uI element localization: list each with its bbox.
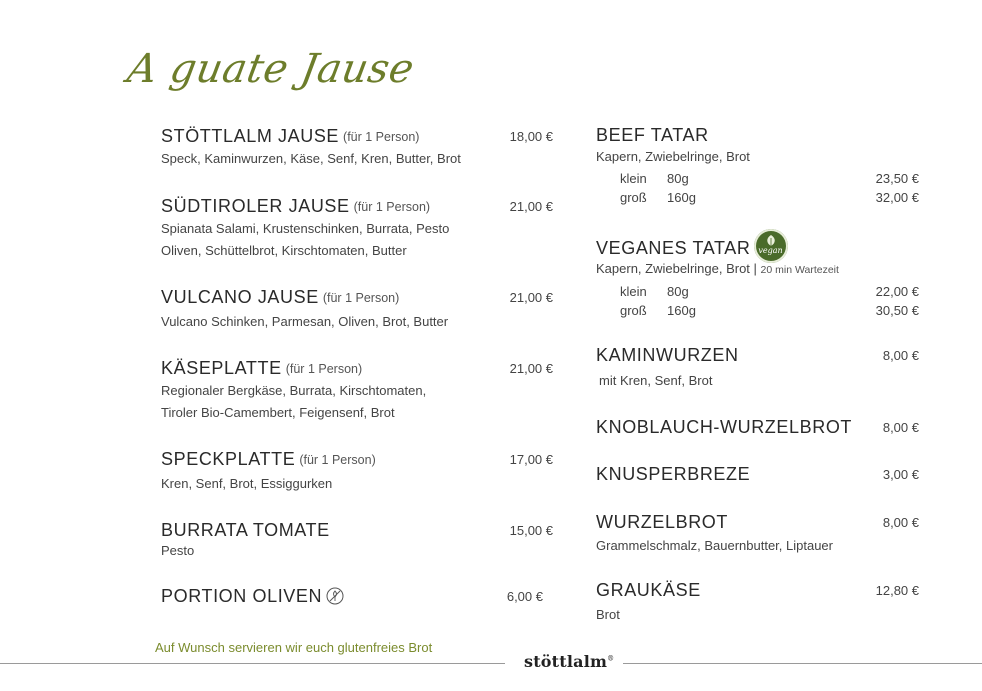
menu-item-burrata-tomate bbox=[161, 520, 553, 560]
page-title: A guate Jause bbox=[123, 46, 418, 92]
wait-time-note: 20 min Wartezeit bbox=[760, 264, 839, 276]
item-note: (für 1 Person) bbox=[343, 129, 420, 144]
item-price: 21,00 € bbox=[509, 361, 553, 376]
item-price: 17,00 € bbox=[509, 452, 553, 467]
item-price: 3,00 € bbox=[882, 467, 919, 482]
item-note: (für 1 Person) bbox=[353, 199, 431, 214]
item-name: KÄSEPLATTE bbox=[161, 358, 282, 378]
item-name: WURZELBROT bbox=[596, 512, 728, 532]
portion-size: groß bbox=[620, 190, 647, 205]
portion-weight: 80g bbox=[667, 171, 689, 186]
item-description: Regionaler Bergkäse, Burrata, Kirschtomaten, bbox=[161, 383, 427, 398]
portion-price: 30,50 € bbox=[875, 303, 919, 318]
item-description: Grammelschmalz, Bauernbutter, Liptauer bbox=[596, 538, 833, 553]
item-name: SPECKPLATTE bbox=[161, 449, 296, 469]
item-description: Tiroler Bio-Camembert, Feigensenf, Brot bbox=[161, 405, 395, 420]
portion-weight: 160g bbox=[667, 190, 696, 205]
item-name: SÜDTIROLER JAUSE bbox=[161, 196, 350, 216]
item-description: Kapern, Zwiebelringe, Brot bbox=[596, 149, 750, 164]
portion-price: 23,50 € bbox=[875, 171, 919, 186]
portion-size: klein bbox=[620, 171, 647, 186]
menu-item-vulcano-jause bbox=[161, 287, 553, 333]
item-price: 21,00 € bbox=[509, 199, 553, 214]
brand-logo bbox=[524, 652, 614, 671]
item-description: Kren, Senf, Brot, Essiggurken bbox=[161, 476, 333, 491]
item-name: VULCANO JAUSE bbox=[161, 287, 319, 307]
portion-price: 32,00 € bbox=[875, 190, 919, 205]
vegan-leaf-icon bbox=[754, 229, 788, 263]
item-description: mit Kren, Senf, Brot bbox=[599, 373, 713, 388]
item-name: BEEF TATAR bbox=[596, 125, 709, 145]
item-name: BURRATA TOMATE bbox=[161, 520, 330, 540]
brand-name: stöttlalm bbox=[524, 652, 608, 671]
item-name: KNOBLAUCH-WURZELBROT bbox=[596, 417, 853, 437]
menu-item-suedtiroler-jause bbox=[161, 196, 553, 262]
portion-row bbox=[596, 171, 919, 190]
item-price: 18,00 € bbox=[509, 129, 553, 144]
portion-size: groß bbox=[620, 303, 647, 318]
menu-item-kaeseplatte bbox=[161, 358, 553, 424]
brand-mark: ® bbox=[607, 654, 615, 663]
item-description: Speck, Kaminwurzen, Käse, Senf, Kren, Butter, Brot bbox=[161, 151, 461, 166]
menu-item-speckplatte bbox=[161, 449, 553, 495]
portion-size: klein bbox=[620, 284, 647, 299]
footer-divider-right bbox=[623, 663, 982, 664]
item-description: Oliven, Schüttelbrot, Kirschtomaten, Butter bbox=[161, 243, 407, 258]
item-note: (für 1 Person) bbox=[299, 452, 376, 467]
portion-row bbox=[596, 190, 919, 209]
portion-price: 22,00 € bbox=[875, 284, 919, 299]
menu-item-knoblauch-wurzelbrot bbox=[596, 417, 919, 439]
item-price: 15,00 € bbox=[509, 523, 553, 538]
portion-weight: 160g bbox=[667, 303, 696, 318]
item-name: VEGANES TATAR bbox=[596, 237, 751, 258]
portion-weight: 80g bbox=[667, 284, 689, 299]
footer-divider-left bbox=[0, 663, 505, 664]
item-price: 8,00 € bbox=[882, 348, 919, 363]
vegan-badge-label: vegan bbox=[758, 246, 783, 255]
menu-item-kaminwurzen bbox=[596, 345, 919, 392]
item-description-main: Kapern, Zwiebelringe, Brot | bbox=[596, 261, 757, 276]
menu-item-veganes-tatar bbox=[596, 231, 919, 322]
item-name: KNUSPERBREZE bbox=[596, 464, 751, 484]
gluten-free-icon bbox=[326, 587, 344, 605]
menu-item-knusperbreze bbox=[596, 464, 919, 486]
item-name: GRAUKÄSE bbox=[596, 580, 701, 600]
item-description: Pesto bbox=[161, 543, 195, 558]
item-description: Brot bbox=[596, 607, 620, 622]
item-price: 6,00 € bbox=[506, 589, 543, 604]
item-price: 8,00 € bbox=[882, 515, 919, 530]
item-description: Spianata Salami, Krustenschinken, Burrata, Pesto bbox=[161, 221, 450, 236]
gluten-free-note: Auf Wunsch servieren wir euch glutenfreies Brot bbox=[155, 640, 433, 655]
item-description: Vulcano Schinken, Parmesan, Oliven, Brot, Butter bbox=[161, 314, 449, 329]
portion-row bbox=[596, 284, 919, 303]
item-name: STÖTTLALM JAUSE bbox=[161, 126, 340, 146]
portion-row bbox=[596, 303, 919, 322]
menu-item-stoettlalm-jause bbox=[161, 126, 553, 170]
menu-item-wurzelbrot bbox=[596, 512, 919, 558]
item-name: PORTION OLIVEN bbox=[161, 586, 323, 606]
menu-item-portion-oliven bbox=[161, 586, 553, 608]
item-note: (für 1 Person) bbox=[285, 361, 363, 376]
item-price: 8,00 € bbox=[882, 420, 919, 435]
item-price: 21,00 € bbox=[509, 290, 553, 305]
item-name: KAMINWURZEN bbox=[596, 345, 739, 365]
menu-item-graukaese bbox=[596, 580, 919, 628]
item-price: 12,80 € bbox=[875, 583, 919, 598]
menu-item-beef-tatar bbox=[596, 125, 919, 209]
item-note: (für 1 Person) bbox=[322, 290, 400, 305]
